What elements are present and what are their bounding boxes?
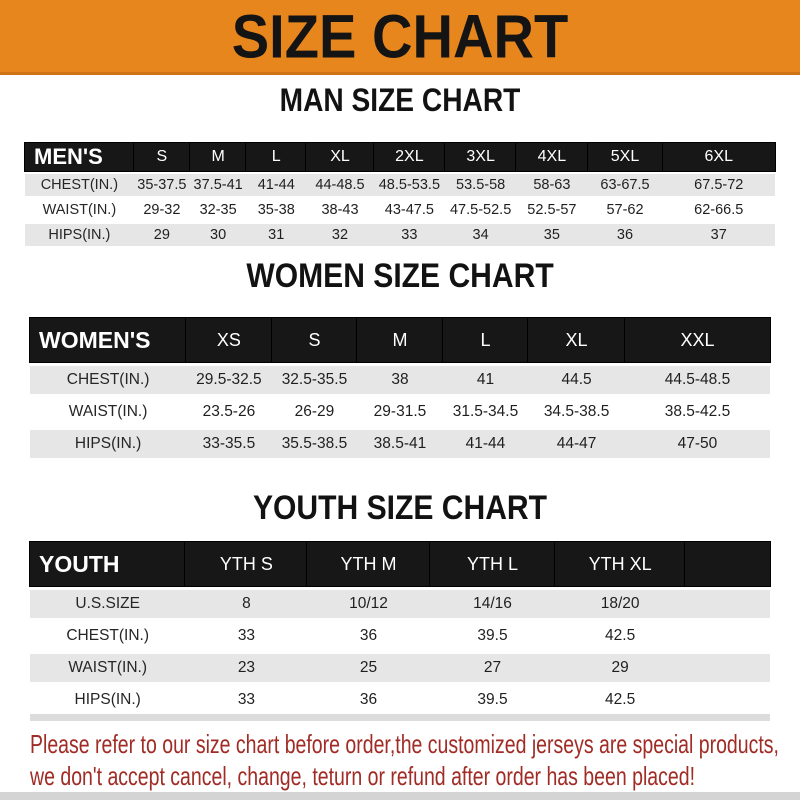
size-cell: 38-43 <box>306 199 374 221</box>
size-cell: 32.5-35.5 <box>272 366 358 394</box>
size-column-header: L <box>246 143 306 171</box>
size-cell: 35.5-38.5 <box>272 430 358 458</box>
size-cell: 29 <box>134 224 190 246</box>
size-cell: 31 <box>246 224 306 246</box>
size-cell: 14/16 <box>430 590 556 618</box>
row-label: WAIST(IN.) <box>30 654 185 682</box>
size-cell: 30 <box>190 224 246 246</box>
table-corner-label: YOUTH <box>30 542 185 586</box>
size-chart-banner <box>0 0 800 75</box>
row-label: U.S.SIZE <box>30 590 185 618</box>
section-title-women: WOMEN SIZE CHART <box>246 255 554 296</box>
size-cell: 18/20 <box>555 590 685 618</box>
size-cell: 58-63 <box>516 174 587 196</box>
table-row <box>30 622 770 650</box>
size-cell: 33-35.5 <box>186 430 272 458</box>
filler-cell <box>685 590 770 618</box>
size-cell: 41 <box>443 366 529 394</box>
size-cell: 32-35 <box>190 199 246 221</box>
men-header-row <box>25 143 775 171</box>
size-column-header: S <box>134 143 190 171</box>
row-label: CHEST(IN.) <box>30 622 185 650</box>
size-cell: 38 <box>357 366 443 394</box>
size-cell: 62-66.5 <box>663 199 776 221</box>
size-cell: 29-31.5 <box>357 398 443 426</box>
size-cell: 34.5-38.5 <box>528 398 625 426</box>
table-row <box>25 224 775 246</box>
filler-cell <box>685 686 770 714</box>
size-cell: 63-67.5 <box>588 174 663 196</box>
filler-cell <box>685 542 770 586</box>
size-cell: 29 <box>555 654 685 682</box>
table-row <box>30 366 770 394</box>
table-corner-label: MEN'S <box>25 143 134 171</box>
size-column-header: XL <box>306 143 374 171</box>
size-cell: 32 <box>306 224 374 246</box>
table-row <box>30 654 770 682</box>
size-column-header: 3XL <box>445 143 516 171</box>
women-size-table <box>30 314 770 462</box>
table-row <box>25 199 775 221</box>
size-cell: 26-29 <box>272 398 358 426</box>
size-column-header: 6XL <box>663 143 776 171</box>
size-cell: 34 <box>445 224 516 246</box>
size-column-header: XXL <box>625 318 770 362</box>
size-cell: 36 <box>307 686 429 714</box>
size-cell: 41-44 <box>443 430 529 458</box>
size-column-header: 5XL <box>588 143 663 171</box>
size-cell: 29.5-32.5 <box>186 366 272 394</box>
youth-header-row <box>30 542 770 586</box>
size-cell: 35-37.5 <box>134 174 190 196</box>
order-notice-line-1: Please refer to our size chart before order,the customized jerseys are special products, <box>30 729 779 759</box>
size-cell: 39.5 <box>430 686 556 714</box>
table-row <box>30 686 770 714</box>
size-column-header: XL <box>528 318 625 362</box>
size-cell: 47.5-52.5 <box>445 199 516 221</box>
table-row <box>30 430 770 458</box>
size-column-header: YTH M <box>307 542 429 586</box>
size-cell: 35-38 <box>246 199 306 221</box>
size-cell: 36 <box>588 224 663 246</box>
section-title-men: MAN SIZE CHART <box>279 83 521 119</box>
size-column-header: M <box>190 143 246 171</box>
size-cell: 31.5-34.5 <box>443 398 529 426</box>
men-size-table <box>25 140 775 249</box>
size-cell: 53.5-58 <box>445 174 516 196</box>
page-title: SIZE CHART <box>231 1 569 71</box>
size-cell: 37.5-41 <box>190 174 246 196</box>
size-cell: 44.5-48.5 <box>625 366 770 394</box>
size-cell: 47-50 <box>625 430 770 458</box>
size-cell: 8 <box>185 590 307 618</box>
size-cell: 35 <box>516 224 587 246</box>
table-row <box>30 398 770 426</box>
size-cell: 33 <box>185 622 307 650</box>
size-cell: 41-44 <box>246 174 306 196</box>
size-cell: 38.5-42.5 <box>625 398 770 426</box>
size-cell: 36 <box>307 622 429 650</box>
row-label: HIPS(IN.) <box>30 686 185 714</box>
size-cell: 44-47 <box>528 430 625 458</box>
size-cell: 29-32 <box>134 199 190 221</box>
size-cell: 38.5-41 <box>357 430 443 458</box>
filler-cell <box>685 622 770 650</box>
filler-cell <box>685 654 770 682</box>
size-cell: 33 <box>185 686 307 714</box>
table-row <box>25 174 775 196</box>
size-cell: 33 <box>374 224 445 246</box>
size-column-header: YTH L <box>430 542 556 586</box>
size-cell: 43-47.5 <box>374 199 445 221</box>
size-cell: 42.5 <box>555 686 685 714</box>
size-cell: 67.5-72 <box>663 174 776 196</box>
size-cell: 25 <box>307 654 429 682</box>
table-bottom-strip <box>30 714 770 721</box>
size-cell: 57-62 <box>588 199 663 221</box>
size-column-header: L <box>443 318 529 362</box>
table-corner-label: WOMEN'S <box>30 318 186 362</box>
table-row <box>30 590 770 618</box>
size-column-header: YTH S <box>185 542 307 586</box>
row-label: CHEST(IN.) <box>25 174 134 196</box>
size-column-header: 2XL <box>374 143 445 171</box>
size-cell: 27 <box>430 654 556 682</box>
size-cell: 37 <box>663 224 776 246</box>
women-header-row <box>30 318 770 362</box>
order-notice <box>30 729 800 793</box>
size-column-header: YTH XL <box>555 542 685 586</box>
size-cell: 23.5-26 <box>186 398 272 426</box>
size-cell: 39.5 <box>430 622 556 650</box>
size-column-header: XS <box>186 318 272 362</box>
row-label: HIPS(IN.) <box>25 224 134 246</box>
row-label: CHEST(IN.) <box>30 366 186 394</box>
size-cell: 42.5 <box>555 622 685 650</box>
size-column-header: S <box>272 318 358 362</box>
row-label: HIPS(IN.) <box>30 430 186 458</box>
size-cell: 48.5-53.5 <box>374 174 445 196</box>
order-notice-line-2: we don't accept cancel, change, teturn or refund after order has been placed! <box>30 760 695 791</box>
section-title-youth: YOUTH SIZE CHART <box>252 487 548 528</box>
size-column-header: M <box>357 318 443 362</box>
youth-size-table <box>30 538 770 718</box>
page-bottom-strip <box>0 792 800 800</box>
size-cell: 23 <box>185 654 307 682</box>
size-cell: 10/12 <box>307 590 429 618</box>
size-cell: 44-48.5 <box>306 174 374 196</box>
row-label: WAIST(IN.) <box>30 398 186 426</box>
size-cell: 44.5 <box>528 366 625 394</box>
row-label: WAIST(IN.) <box>25 199 134 221</box>
size-cell: 52.5-57 <box>516 199 587 221</box>
size-column-header: 4XL <box>516 143 587 171</box>
